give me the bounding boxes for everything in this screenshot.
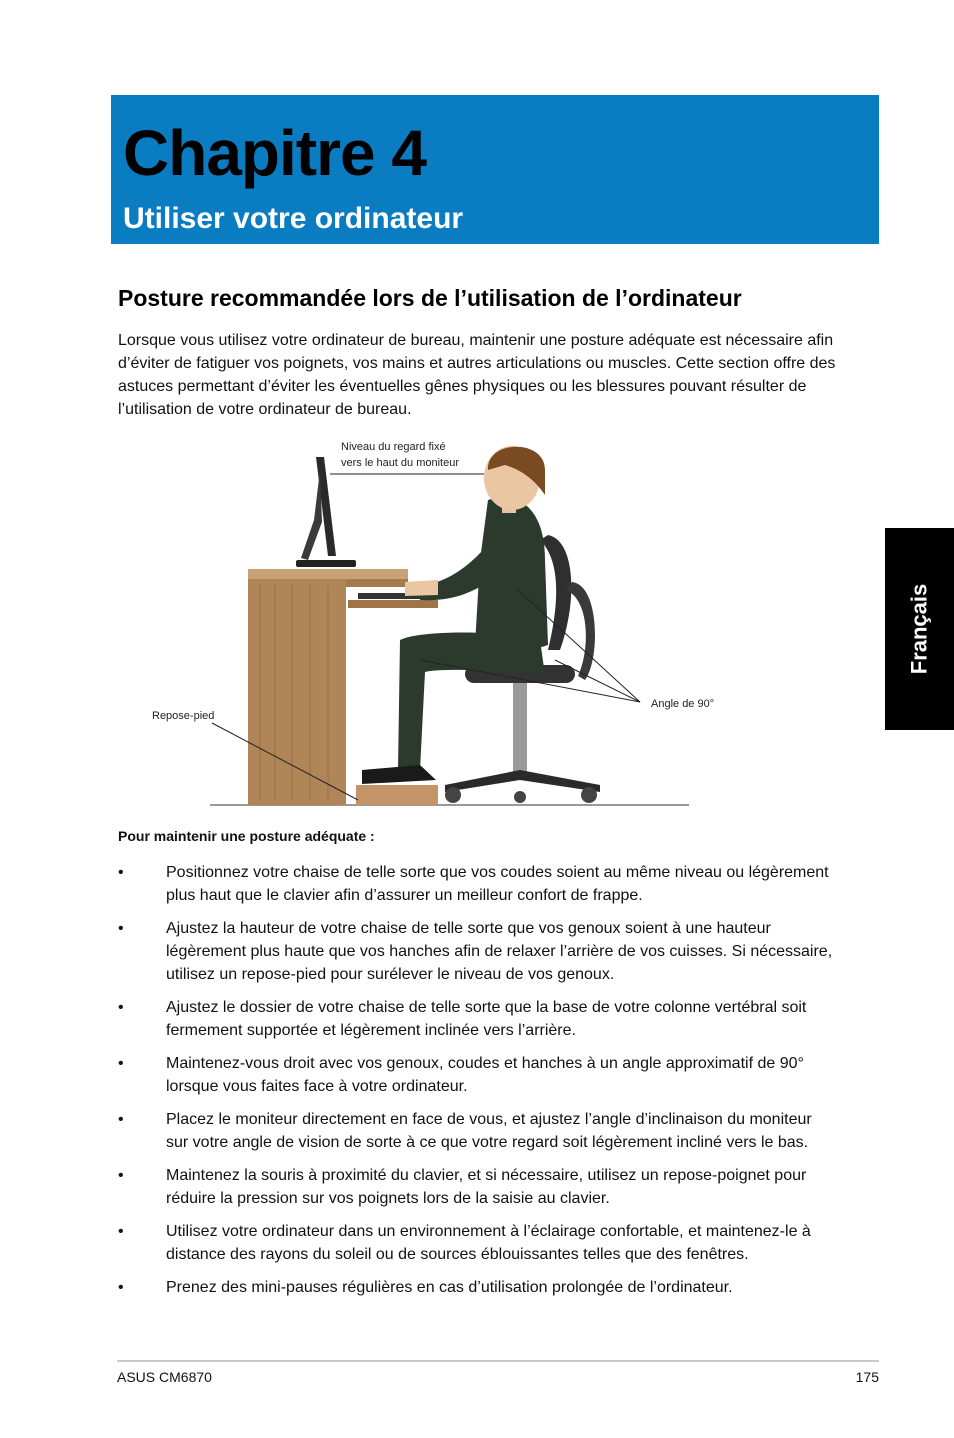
tip-text: Utilisez votre ordinateur dans un environnement à l’éclairage confortable, et maintenez-le à distance des rayons du soleil ou de sources éblouissantes telles que des fenêtres. — [166, 1223, 811, 1263]
language-tab-label: Français — [906, 583, 932, 675]
footer-divider — [117, 1360, 879, 1362]
chapter-banner — [111, 95, 879, 244]
label-eye-level-line1: Niveau du regard fixé — [341, 441, 446, 453]
bullet: • — [118, 920, 124, 937]
bullet: • — [118, 1167, 124, 1184]
tip-text: Placez le moniteur directement en face de vous, et ajustez l’angle d’inclinaison du moniteur sur votre angle de vision de sorte à ce que votre regard soit légèrement incliné vers le bas. — [166, 1111, 812, 1151]
bullet: • — [118, 1055, 124, 1072]
tip-text: Ajustez la hauteur de votre chaise de telle sorte que vos genoux soient à une hauteur légèrement plus haute que vos hanches afin de relaxer l’arrière de vos cuisses. Si nécessaire, utilisez un repose-pied pour surélever le niveau de vos genoux. — [166, 920, 833, 983]
list-item — [118, 861, 838, 907]
list-item — [118, 1052, 838, 1098]
intro-paragraph: Lorsque vous utilisez votre ordinateur de bureau, maintenir une posture adéquate est nécessaire afin d’éviter de fatiguer vos poignets, vos mains et autres articulations ou muscles. Cette section offre des astuces permettant d’éviter les éventuelles gênes physiques ou les blessures pouvant résulter de l’utilisation de votre ordinateur de bureau. — [118, 332, 836, 418]
bullet: • — [118, 999, 124, 1016]
bullet: • — [118, 1279, 124, 1296]
list-item — [118, 1220, 838, 1266]
tip-text: Ajustez le dossier de votre chaise de telle sorte que la base de votre colonne vertébral soit fermement supportée et légèrement inclinée vers l’arrière. — [166, 999, 807, 1039]
chapter-title: Chapitre 4 — [123, 117, 426, 189]
tip-text: Maintenez la souris à proximité du clavier, et si nécessaire, utilisez un repose-poignet pour réduire la pression sur vos poignets lors de la saisie au clavier. — [166, 1167, 807, 1207]
bullet: • — [118, 1223, 124, 1240]
tip-text: Maintenez-vous droit avec vos genoux, coudes et hanches à un angle approximatif de 90° lorsque vous faites face à votre ordinateur. — [166, 1055, 804, 1095]
list-item — [118, 1276, 838, 1299]
bullet: • — [118, 864, 124, 881]
list-item — [118, 1164, 838, 1210]
list-item — [118, 917, 838, 986]
label-eye-level-line2: vers le haut du moniteur — [341, 457, 460, 469]
tips-list — [118, 861, 838, 1309]
list-item — [118, 996, 838, 1042]
chapter-subtitle: Utiliser votre ordinateur — [123, 202, 464, 235]
list-item — [118, 1108, 838, 1154]
label-footrest: Repose-pied — [152, 710, 215, 722]
section-heading: Posture recommandée lors de l’utilisation de l’ordinateur — [118, 285, 742, 311]
bullet: • — [118, 1111, 124, 1128]
footrest — [356, 785, 438, 805]
label-angle: Angle de 90° — [651, 698, 715, 710]
tip-text: Prenez des mini-pauses régulières en cas d’utilisation prolongée de l’ordinateur. — [166, 1279, 733, 1296]
tips-heading: Pour maintenir une posture adéquate : — [118, 828, 375, 844]
footer-model: ASUS CM6870 — [117, 1369, 212, 1385]
tip-text: Positionnez votre chaise de telle sorte que vos coudes soient au même niveau ou légèrement plus haut que le clavier afin d’assurer un meilleur confort de frappe. — [166, 864, 829, 904]
posture-illustration — [0, 420, 954, 820]
page-number: 175 — [855, 1369, 879, 1385]
